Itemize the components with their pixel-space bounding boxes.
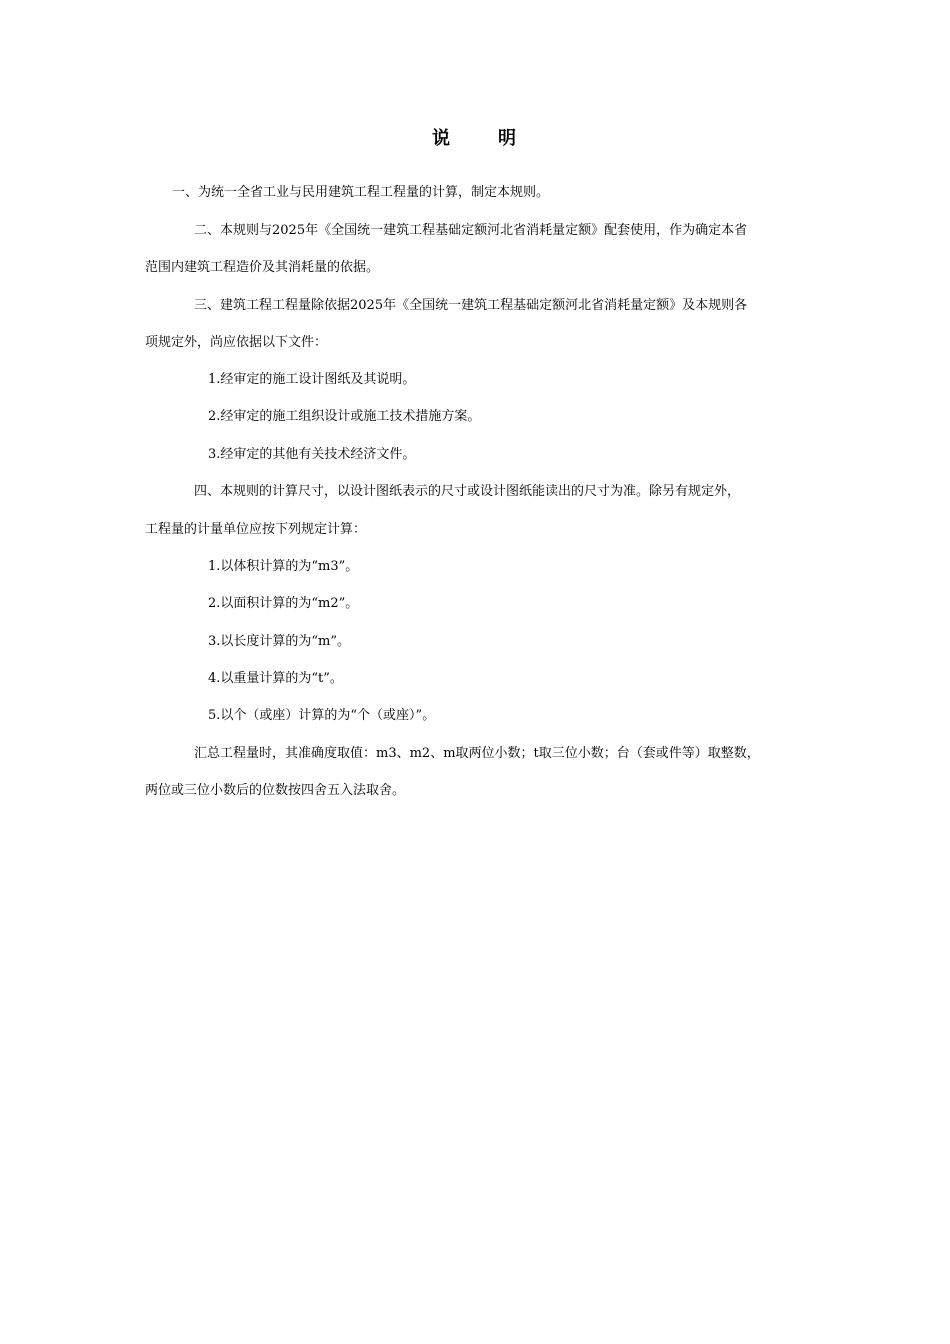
paragraph-3-line-2: 项规定外，尚应依据以下文件：: [145, 335, 328, 350]
title-char-1: 说: [432, 128, 452, 149]
page-title: [0, 124, 950, 150]
paragraph-2-line-1: 二、本规则与2025年《全国统一建筑工程基础定额河北省消耗量定额》配套使用，作为确定本省: [194, 223, 748, 238]
paragraph-3-line-1: 三、建筑工程工程量除依据2025年《全国统一建筑工程基础定额河北省消耗量定额》及本规则各: [194, 298, 748, 313]
paragraph-4-line-1: 四、本规则的计算尺寸，以设计图纸表示的尺寸或设计图纸能读出的尺寸为准。除另有规定外，: [194, 484, 741, 499]
paragraph-5-line-2: 两位或三位小数后的位数按四舍五入法取舍。: [145, 783, 406, 798]
paragraph-4-item-4: 4.以重量计算的为“t”。: [208, 671, 343, 686]
paragraph-1: 一、为统一全省工业与民用建筑工程工程量的计算，制定本规则。: [172, 185, 550, 200]
paragraph-4-item-2: 2.以面积计算的为“m2”。: [208, 596, 359, 611]
paragraph-3-item-2: 2.经审定的施工组织设计或施工技术措施方案。: [208, 409, 481, 424]
paragraph-4-item-3: 3.以长度计算的为“m”。: [208, 634, 351, 649]
title-char-2: 明: [498, 128, 518, 149]
paragraph-3-item-3: 3.经审定的其他有关技术经济文件。: [208, 447, 416, 462]
paragraph-3-item-1: 1.经审定的施工设计图纸及其说明。: [208, 372, 416, 387]
paragraph-4-line-2: 工程量的计量单位应按下列规定计算：: [145, 522, 367, 537]
paragraph-5-line-1: 汇总工程量时，其准确度取值：m3、m2、m取两位小数；t取三位小数；台（套或件等）取整数，: [194, 746, 760, 761]
paragraph-4-item-1: 1.以体积计算的为“m3”。: [208, 559, 359, 574]
paragraph-2-line-2: 范围内建筑工程造价及其消耗量的依据。: [145, 260, 380, 275]
paragraph-4-item-5: 5.以个（或座）计算的为“个（或座）”。: [208, 708, 436, 723]
